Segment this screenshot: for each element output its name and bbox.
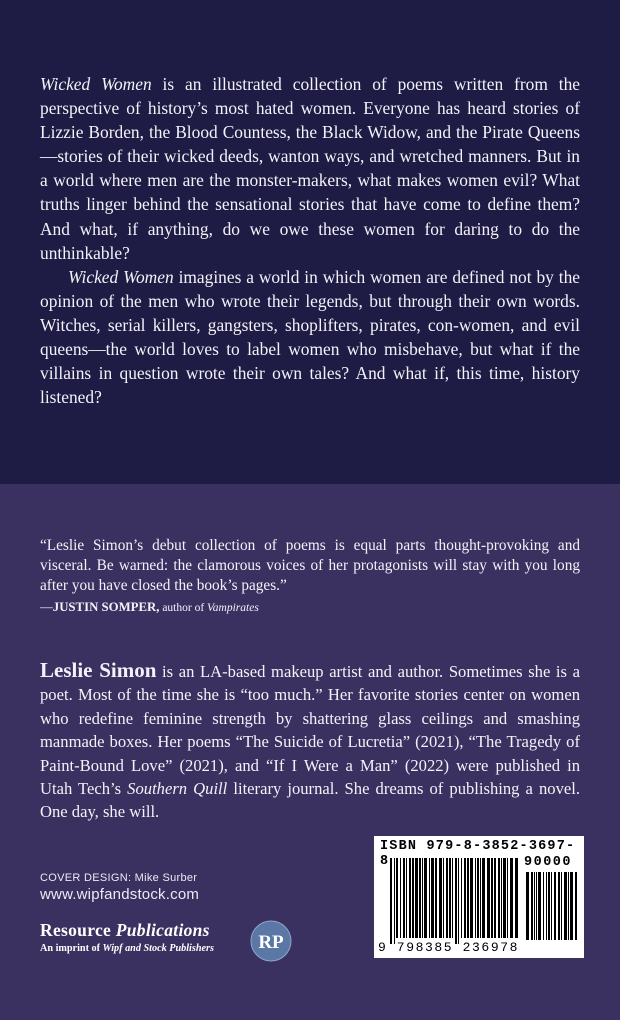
barcode-bar [455,858,457,944]
barcode-bar [526,872,529,940]
book-description [40,72,580,409]
ean-number: 9 798385 236978 [378,940,520,955]
barcode-bar [429,858,430,938]
barcode-bar [536,872,537,940]
endorsement-attribution [40,600,580,615]
barcode-bar [400,858,401,938]
barcode-bar [538,872,541,940]
endorser-name: JUSTIN SOMPER, [52,600,160,614]
barcode-bar [551,872,552,940]
barcode-bar [561,872,562,940]
author-name: Leslie Simon [40,658,157,682]
barcode-bar [449,858,451,938]
barcode-bar [435,858,437,938]
barcode-bar [482,858,485,938]
barcode-bar [415,858,418,938]
isbn-barcode [374,836,584,958]
journal-name: Southern Quill [127,779,228,799]
barcode-bar [394,858,395,944]
barcode-bar [406,858,407,938]
barcode-bar [494,858,496,938]
barcode-bar [475,858,476,938]
imprint-a: An imprint of [40,943,103,954]
book-title-italic: Wicked Women [68,266,174,287]
description-paragraph-1 [40,72,580,265]
barcode-bar [501,858,502,938]
barcode-bar [548,872,550,940]
barcode-bar [419,858,421,938]
isbn-number: ISBN 979-8-3852-3697-8 [380,839,576,869]
barcode-bar [570,872,573,940]
barcode-bar [554,872,556,940]
barcode-bar [491,858,493,938]
barcode-bar [461,858,462,938]
barcode-bar [396,858,398,938]
barcode-bar [422,858,423,938]
barcode-bar [458,858,459,944]
publisher-website: www.wipfandstock.com [40,886,200,903]
barcode-bar [543,872,544,940]
barcode-bar [431,858,434,938]
barcode-bar [409,858,411,938]
endorser-role: author of [159,602,208,614]
barcode-bar [464,858,466,938]
barcode-bar [568,872,569,940]
imprint-b: Wipf and Stock Publishers [102,943,214,954]
publisher-imprint [40,943,250,954]
barcode-bar [546,872,547,940]
bio-text-b: literary journal. She dreams of publishing a novel. One day, she will. [40,779,580,822]
publisher-name-b: Publications [115,920,210,940]
barcode-bar [487,858,490,938]
cover-credits [40,872,199,903]
barcode-bar [498,858,500,938]
barcode-bar [424,858,427,938]
barcode-bar [510,858,513,938]
barcode-bar [531,872,533,940]
endorsement-quote: “Leslie Simon’s debut collection of poems is equal parts thought-provoking and visceral. Be warned: the clamorous voices of her protagonists will stay with you long after you have closed the book’s pages.” [40,537,580,594]
attribution-dash: — [40,600,53,614]
barcode-bar [412,858,414,938]
barcode-bar [503,858,506,938]
cover-design-credit: COVER DESIGN: Mike Surber [40,872,198,884]
publisher-name-a: Resource [40,920,116,940]
barcode-bar [558,872,560,940]
publisher-block [40,920,250,954]
barcode-bar [470,858,473,938]
barcode-bar [446,858,448,938]
book-title-italic: Wicked Women [40,74,152,94]
barcode-bar [575,872,577,940]
rp-logo-icon [250,920,292,962]
author-bio [40,659,580,824]
barcode-bar [534,872,535,940]
publisher-name [40,920,250,941]
barcode-bar [477,858,479,938]
barcode-bar [564,872,567,940]
barcode-bar [467,858,469,938]
barcode-bar [515,858,518,938]
bio-text-a: is an LA-based makeup artist and author. Sometimes she is a poet. Most of the time she is “too much.” Her favorite stories center on women who redefine feminine strength by shattering glass ceilings and smashing manmade boxes. Her poems “The Suicide of Lucretia” (2021), “The Tragedy of Paint-Bound Love” (2021), and “If I Were a Man” (2022) were published in Utah Tech’s [40,662,580,799]
description-paragraph-2 [40,265,580,410]
barcode-bar [439,858,442,938]
barcode-bar [480,858,481,938]
endorser-book: Vampirates [207,602,259,614]
rp-logo-text: RP [258,932,284,953]
barcode-bar [452,858,453,938]
barcode-bar [403,858,405,938]
description-text-2: imagines a world in which women are defined not by the opinion of the men who wrote their legends, but through their own words. Witches, serial killers, gangsters, shoplifters, pirates, con-women, and evil queens—the world loves to label women who misbehave, but what if the villains in question wrote their own tales? And what if, this time, history listened? [40,266,581,408]
barcode-bar [390,858,392,944]
price-code: 90000 [524,855,573,870]
description-text-1: is an illustrated collection of poems written from the perspective of history’s most hated women. Everyone has heard stories of Lizzie Borden, the Blood Countess, the Black Widow, and the Pirate Queens—stories of their wicked deeds, wanton ways, and wretched manners. But in a world where men are the monster-makers, what makes women evil? What truths linger behind the sensational stories that have come to define them? And what, if anything, do we owe these women for daring to do the unthinkable? [40,74,580,263]
barcode-bar [443,858,444,938]
barcode-bar [507,858,508,938]
